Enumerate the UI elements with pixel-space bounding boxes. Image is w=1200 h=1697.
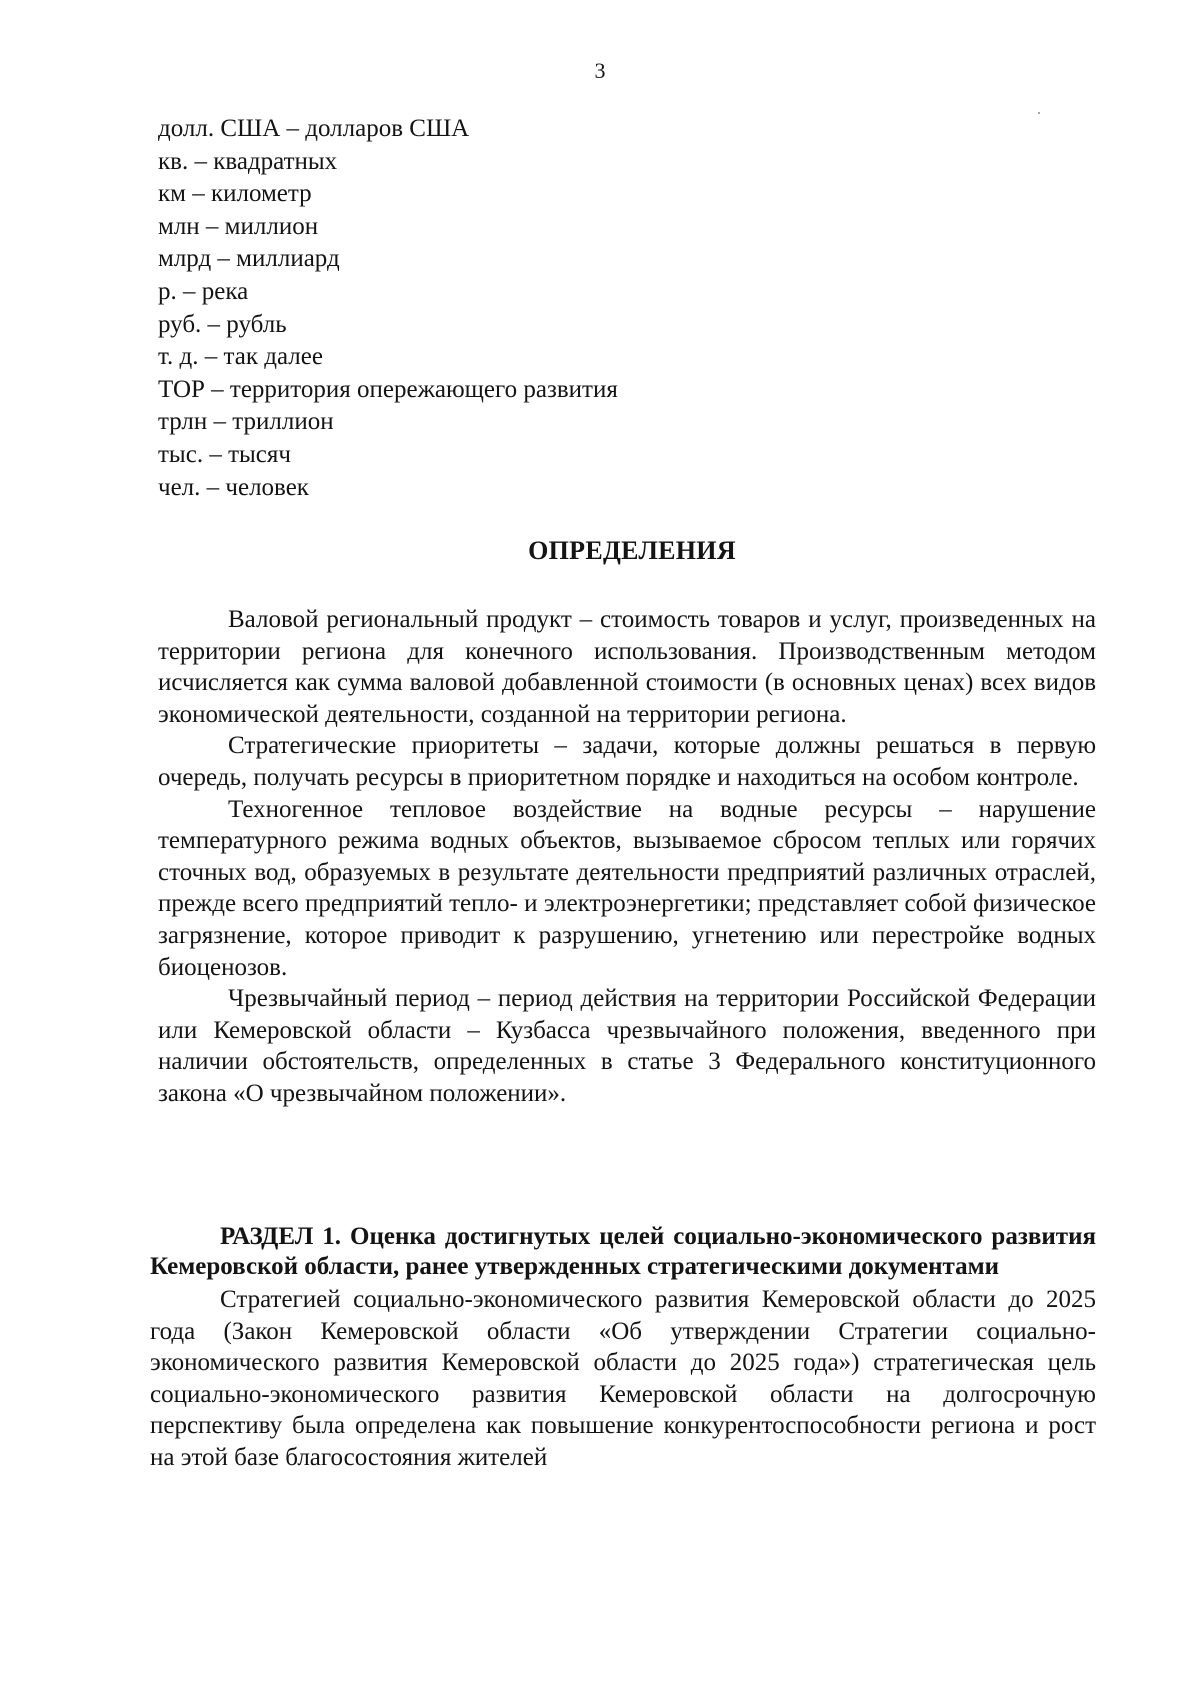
definitions-section [158, 604, 1096, 1110]
scan-speck [1038, 112, 1040, 114]
section-1-heading: РАЗДЕЛ 1. Оценка достигнутых целей социально-экономического развития Кемеровской области, ранее утвержденных стратегическими документами [150, 1223, 1096, 1280]
abbreviation-item: км – километр [158, 180, 312, 208]
abbreviation-item: р. – река [158, 277, 249, 305]
definition-paragraph: Стратегические приоритеты – задачи, которые должны решаться в первую очередь, получать ресурсы в приоритетном порядке и находиться на особом контроле. [158, 732, 1096, 791]
abbreviation-item: млрд – миллиард [158, 245, 340, 273]
section-1 [150, 1222, 1096, 1474]
abbreviation-list [158, 113, 1058, 504]
section-1-paragraph: Стратегией социально-экономического развития Кемеровской области до 2025 года (Закон Кемеровской области «Об утверждении Стратегии социально-экономического развития Кемеровской области до 2025 года») стратегическая цель социально-экономического развития Кемеровской области на долгосрочную перспективу была определена как повышение конкурентоспособности региона и рост на этой базе благосостояния жителей [150, 1286, 1096, 1471]
abbreviation-item: чел. – человек [158, 473, 309, 501]
definition-paragraph: Валовой региональный продукт – стоимость товаров и услуг, произведенных на территории региона для конечного использования. Производственным методом исчисляется как сумма валовой добавленной стоимости (в основных ценах) всех видов экономической деятельности, созданной на территории региона. [158, 606, 1096, 728]
abbreviation-item: ТОР – территория опережающего развития [158, 375, 618, 403]
abbreviation-item: руб. – рубль [158, 310, 287, 338]
abbreviation-item: долл. США – долларов США [158, 115, 470, 142]
page-number: 3 [594, 58, 606, 83]
abbreviation-item: т. д. – так далее [158, 343, 323, 371]
abbreviation-item: трлн – триллион [158, 408, 334, 436]
abbreviation-item: кв. – квадратных [158, 147, 338, 175]
abbreviation-item: млн – миллион [158, 212, 319, 240]
definitions-heading: ОПРЕДЕЛЕНИЯ [528, 536, 736, 565]
definition-paragraph: Чрезвычайный период – период действия на территории Российской Федерации или Кемеровской области – Кузбасса чрезвычайного положения, введенного при наличии обстоятельств, определенных в статье 3 Федерального конституционного закона «О чрезвычайном положении». [158, 985, 1096, 1107]
abbreviation-item: тыс. – тысяч [158, 440, 291, 468]
definition-paragraph: Техногенное тепловое воздействие на водные ресурсы – нарушение температурного режима водных объектов, вызываемое сбросом теплых или горячих сточных вод, образуемых в результате деятельности предприятий различных отраслей, прежде всего предприятий тепло- и электроэнергетики; представляет собой физическое загрязнение, которое приводит к разрушению, угнетению или перестройке водных биоценозов. [158, 795, 1096, 981]
